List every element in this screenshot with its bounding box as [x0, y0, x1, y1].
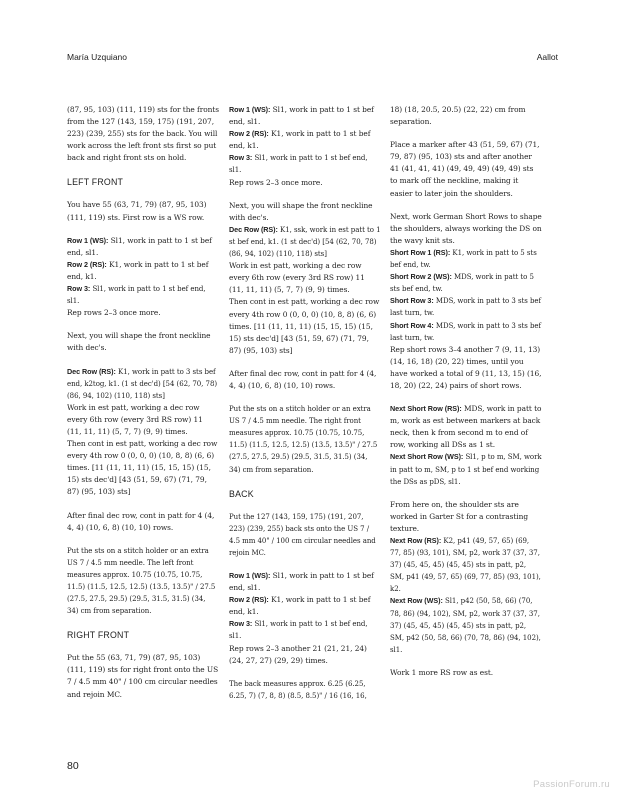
row-label: Next Short Row (RS): — [390, 404, 462, 414]
paragraph: Place a marker after 43 (51, 59, 67) (71, 79, 87) (95, 103) sts and after another 41 (41, 41, 41) (49, 49, 49) (49, 49) sts to mark off the neckline, making it easier to later join the shoulders. — [390, 140, 540, 198]
section-heading-left-front: LEFT FRONT — [67, 177, 124, 188]
row-text: MDS, work in patt to 3 sts bef last turn, tw. — [390, 321, 542, 342]
instruction-row — [390, 320, 542, 344]
row-text: MDS, work in patt to 5 sts bef end, tw. — [390, 273, 534, 294]
page-number: 80 — [67, 760, 79, 772]
instruction-row — [229, 152, 381, 176]
paragraph: From here on, the shoulder sts are worked in Garter St for a contrasting texture. — [390, 499, 529, 533]
instruction-row — [390, 271, 542, 295]
paragraph: Put the sts on a stitch holder or an extra US 7 / 4.5 mm needle. The right front measures approx. 10.75 (10.75, 10.75, 11.5) (11.5, 12.5, 12.5) (13.5, 13.5)" / 27.5 (27.5, 27.5, 29.5) (29.5, 31.5, 31.5) (34, 34) cm from separation. — [229, 405, 378, 474]
row-text: Sl1, work in patt to 1 st bef end, sl1. — [229, 105, 374, 127]
row-text: MDS, work in patt to m, work as est between markers at back neck, then k from second m to end of row, working all DSs as 1 st. — [390, 404, 542, 450]
instruction-row — [229, 224, 381, 260]
instruction-row — [229, 104, 381, 128]
row-label: Row 3: — [229, 153, 253, 163]
row-text: Sl1, p to m, SM, work in patt to m, SM, p to 1 st bef end working the DSs as pDS, sl1. — [390, 453, 542, 486]
paragraph: Work 1 more RS row as est. — [390, 667, 494, 677]
paragraph: The back measures approx. 6.25 (6.25, 6.25, 7) (7, 8, 8) (8.5, 8.5)" / 16 (16, 16, — [229, 679, 367, 700]
row-text: Sl1, work in patt to 1 st bef end, sl1. — [229, 571, 374, 593]
paragraph: Put the 55 (63, 71, 79) (87, 95, 103) (111, 119) sts for right front onto the US 7 / 4.5 mm 40" / 100 cm circular needles and rejoin MC. — [67, 653, 219, 699]
paragraph: Rep rows 2–3 once more. — [67, 308, 161, 318]
row-text: K2, p41 (49, 57, 65) (69, 77, 85) (93, 101), SM, p2, work 37 (37, 37, 37) (45, 45, 45) (45, 45) sts in patt, p2, SM, p41 (49, 57, 65) (69, 77, 85) (93, 101), k2. — [390, 537, 541, 594]
row-text: Sl1, work in patt to 1 st bef end, sl1. — [67, 235, 212, 257]
paragraph: 18) (18, 20.5, 20.5) (22, 22) cm from separation. — [390, 105, 526, 127]
row-label: Next Row (WS): — [390, 596, 443, 606]
text-column-1 — [67, 104, 219, 712]
row-text: Sl1, p42 (50, 58, 66) (70, 78, 86) (94, 102), SM, p2, work 37 (37, 37, 37) (45, 45, 45) (45, 45) sts in patt, p2, SM, p42 (50, 58, 66) (70, 78, 86) (94, 102), sl1. — [390, 597, 541, 654]
instruction-row — [67, 366, 219, 402]
paragraph: Work in est patt, working a dec row every 6th row (every 3rd RS row) 11 (11, 11, 11) (5, 7, 7) (9, 9) times. — [229, 261, 365, 295]
section-heading-back: BACK — [229, 488, 254, 499]
paragraph: Next, you will shape the front neckline with dec's. — [67, 331, 211, 353]
row-text: K1, work in patt to 1 st bef end, k1. — [229, 595, 371, 617]
paragraph: Next, you will shape the front neckline with dec's. — [229, 200, 373, 222]
text-column-3 — [390, 104, 542, 690]
paragraph: Work in est patt, working a dec row every 6th row (every 3rd RS row) 11 (11, 11, 11) (5, 7, 7) (9, 9) times. — [67, 402, 203, 436]
row-label: Next Row (RS): — [390, 536, 442, 545]
row-text: MDS, work in patt to 3 sts bef last turn, tw. — [390, 297, 542, 318]
paragraph: Then cont in est patt, working a dec row every 4th row 0 (0, 0, 0) (10, 8, 8) (6, 6) times. [11 (11, 11, 11) (15, 15, 15) (15, 15) sts dec'd] [43 (51, 59, 67) (71, 79, 87) (95, 103) sts] — [229, 297, 380, 355]
row-text: K1, work in patt to 5 sts bef end, tw. — [390, 248, 537, 270]
row-label: Dec Row (RS): — [67, 366, 116, 376]
row-label: Row 1 (WS): — [229, 105, 271, 114]
row-label: Short Row 2 (WS): — [390, 272, 452, 282]
paragraph: (87, 95, 103) (111, 119) sts for the fronts from the 127 (143, 159, 175) (191, 207, 223) (239, 255) sts for the back. You will work across the left front sts first so put back and right front sts on hold. — [67, 105, 219, 163]
row-text: Sl1, work in patt to 1 st bef end, sl1. — [229, 154, 368, 175]
running-header-author: María Uzquiano — [67, 52, 128, 62]
instruction-row — [390, 403, 542, 451]
row-text: K1, work in patt to 1 st bef end, k1. — [229, 129, 371, 151]
row-label: Row 2 (RS): — [67, 259, 107, 269]
instruction-row — [390, 595, 542, 655]
paragraph: Next, work German Short Rows to shape the shoulders, always working the DS on the wavy knit sts. — [390, 211, 542, 245]
instruction-row — [67, 235, 219, 259]
instruction-row — [229, 128, 381, 152]
running-header-title: Aallot — [536, 52, 558, 62]
paragraph: Rep short rows 3–4 another 7 (9, 11, 13) (14, 16, 18) (20, 22) times, until you have worked a total of 9 (11, 13, 15) (16, 18, 20) (22, 24) pairs of short rows. — [390, 344, 542, 390]
row-text: K1, work in patt to 3 sts bef end, k2tog, k1. (1 st dec'd) [54 (62, 70, 78) (86, 94, 102) (110, 118) sts] — [67, 367, 218, 400]
row-label: Row 3: — [67, 284, 91, 294]
row-label: Row 3: — [229, 619, 253, 629]
row-text: K1, work in patt to 1 st bef end, k1. — [67, 259, 209, 281]
instruction-row — [67, 259, 219, 283]
row-label: Row 1 (WS): — [67, 235, 109, 245]
instruction-row — [390, 451, 542, 487]
paragraph: Put the 127 (143, 159, 175) (191, 207, 223) (239, 255) back sts onto the US 7 / 4.5 mm 40" / 100 cm circular needles and rejoin MC. — [229, 512, 376, 557]
instruction-row — [229, 618, 381, 642]
row-text: Sl1, work in patt to 1 st bef end, sl1. — [229, 620, 368, 641]
paragraph: Rep rows 2–3 once more. — [229, 177, 323, 187]
instruction-row — [390, 247, 542, 271]
instruction-row — [67, 283, 219, 307]
instruction-row — [390, 295, 542, 319]
row-label: Short Row 1 (RS): — [390, 247, 451, 257]
row-label: Next Short Row (WS): — [390, 452, 464, 462]
row-text: Sl1, work in patt to 1 st bef end, sl1. — [67, 285, 206, 306]
row-label: Row 1 (WS): — [229, 571, 271, 580]
text-column-2 — [229, 104, 381, 713]
watermark: PassionForum.ru — [533, 779, 610, 790]
paragraph: Put the sts on a stitch holder or an extra US 7 / 4.5 mm needle. The left front measures approx. 10.75 (10.75, 10.75, 11.5) (11.5, 12.5, 12.5) (13.5, 13.5)" / 27.5 (27.5, 27.5, 29.5) (29.5, 31.5, 31.5) (34, 34) cm from separation. — [67, 546, 216, 616]
row-label: Short Row 3: — [390, 296, 434, 306]
paragraph: Then cont in est patt, working a dec row every 4th row 0 (0, 0, 0) (10, 8, 8) (6, 6) times. [11 (11, 11, 11) (15, 15, 15) (15, 15) sts dec'd] [43 (51, 59, 67) (71, 79, 87) (95, 103) sts] — [67, 439, 218, 497]
paragraph: After final dec row, cont in patt for 4 (4, 4, 4) (10, 6, 8) (10, 10) rows. — [229, 368, 377, 390]
row-label: Short Row 4: — [390, 320, 434, 330]
row-label: Row 2 (RS): — [229, 129, 269, 139]
instruction-row — [229, 570, 381, 594]
row-label: Dec Row (RS): — [229, 224, 278, 234]
instruction-row — [390, 535, 542, 595]
paragraph: Rep rows 2–3 another 21 (21, 21, 24) (24, 27, 27) (29, 29) times. — [229, 643, 367, 665]
instruction-row — [229, 594, 381, 618]
row-text: K1, ssk, work in est patt to 1 st bef end, k1. (1 st dec'd) [54 (62, 70, 78) (86, 94, 102) (110, 118) sts] — [229, 225, 381, 259]
section-heading-right-front: RIGHT FRONT — [67, 630, 130, 641]
paragraph: You have 55 (63, 71, 79) (87, 95, 103) (111, 119) sts. First row is a WS row. — [67, 200, 207, 222]
paragraph: After final dec row, cont in patt for 4 (4, 4, 4) (10, 6, 8) (10, 10) rows. — [67, 510, 215, 532]
row-label: Row 2 (RS): — [229, 595, 269, 605]
